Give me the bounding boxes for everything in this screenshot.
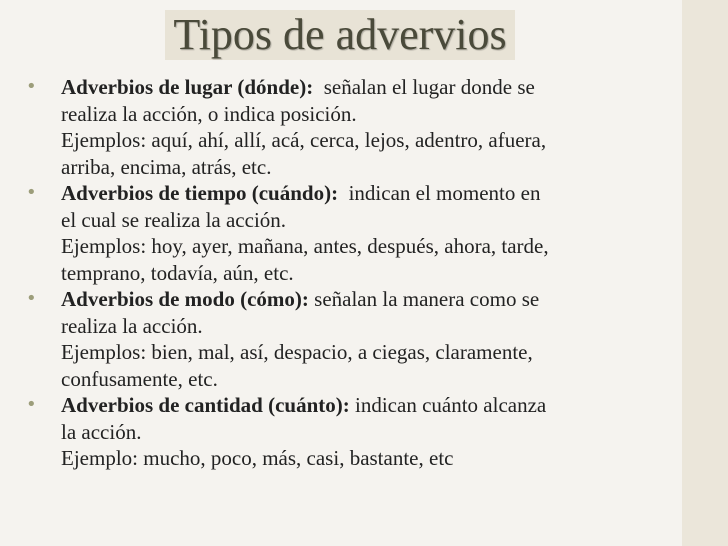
bullet-definition: indican cuánto alcanza (355, 393, 547, 417)
title-container (0, 10, 680, 60)
slide-title: Tipos de advervios (165, 10, 514, 60)
bullet-dot-icon: • (26, 394, 37, 415)
bullet-term: Adverbios de lugar (dónde): (61, 75, 314, 99)
bullet-adverbios-tiempo (26, 180, 646, 286)
bullet-line: la acción. (61, 419, 142, 444)
bullet-adverbios-cantidad (26, 392, 646, 472)
bullet-first-line (61, 286, 646, 313)
bullet-dot-icon: • (26, 76, 37, 97)
bullet-definition: señalan el lugar donde se (323, 75, 535, 99)
bullet-example-line: Ejemplos: hoy, ayer, mañana, antes, después, ahora, tarde, (61, 234, 549, 258)
bullet-dot-icon: • (26, 288, 37, 309)
bullet-example-line: Ejemplo: mucho, poco, más, casi, bastante, etc (61, 446, 454, 470)
bullet-definition: señalan la manera como se (314, 287, 540, 311)
bullet-example-line: Ejemplos: bien, mal, así, despacio, a ciegas, claramente, (61, 340, 533, 364)
bullet-adverbios-lugar (26, 74, 646, 180)
bullet-first-line (61, 392, 646, 419)
bullet-line: el cual se realiza la acción. (61, 207, 287, 232)
bullet-first-line (61, 74, 646, 101)
bullet-example-line: arriba, encima, atrás, etc. (61, 154, 272, 179)
bullet-dot-icon: • (26, 182, 37, 203)
bullet-line: realiza la acción. (61, 313, 203, 338)
bullet-list (26, 74, 646, 472)
bullet-example-line: confusamente, etc. (61, 366, 218, 391)
right-decorative-band (682, 0, 728, 546)
bullet-term: Adverbios de modo (cómo): (61, 287, 309, 311)
bullet-adverbios-modo (26, 286, 646, 392)
bullet-example-line: temprano, todavía, aún, etc. (61, 260, 294, 285)
bullet-line: realiza la acción, o indica posición. (61, 101, 357, 126)
bullet-term: Adverbios de tiempo (cuándo): (61, 181, 339, 205)
bullet-first-line (61, 180, 646, 207)
bullet-definition: indican el momento en (348, 181, 541, 205)
bullet-term: Adverbios de cantidad (cuánto): (61, 393, 350, 417)
bullet-example-line: Ejemplos: aquí, ahí, allí, acá, cerca, lejos, adentro, afuera, (61, 128, 547, 152)
